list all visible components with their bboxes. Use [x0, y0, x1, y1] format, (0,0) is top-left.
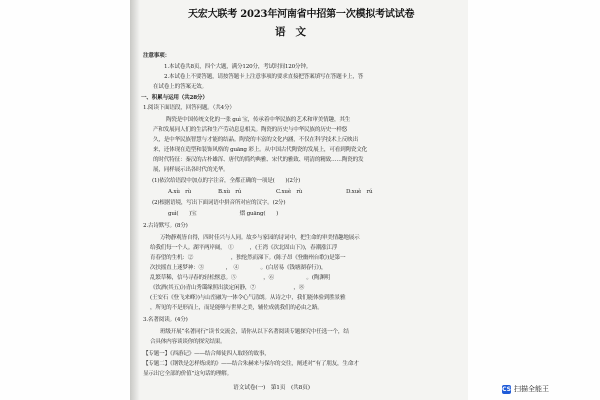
option-c: C.xuè rù — [276, 189, 303, 195]
option-b: B.xù rú — [218, 189, 242, 195]
question-heading: 3.名著阅读。(4分) — [143, 317, 188, 323]
question-item: (1)依次给语段中加点的字注音，全都正确的一项是( )(2分) — [152, 178, 301, 184]
notes-item: 2.本试卷上不要答题，请按答题卡上注意事项的要求直接把答案填写在答题卡上，答 — [164, 74, 364, 80]
passage-line: 的时代特征：秦汉的古朴雄浑、唐代的简约典雅、宋代的雅致、明清的精致……陶瓷的发 — [153, 157, 364, 163]
pinyin-blanks: guì( )宝 熠 guāng( ) — [168, 211, 279, 217]
passage-line: 产和发展同人们的生活和生产劳动息息相关。陶瓷的历史与中华民族的历史一样悠 — [153, 127, 348, 133]
option-d: D.xuè rú — [346, 189, 373, 195]
poem-line: 《饮酒(其五)》)青山秀霭缘照出淡定闲静，⑦ ，⑧ — [150, 285, 305, 291]
question-item: (2)根据语境，写出下面词语中拼音所对应的汉字。(2分) — [152, 200, 286, 206]
subject-title: 语文 — [275, 26, 316, 38]
poem-line: ，所见的不是形而上，而是能够与世界之美，辅佐成就我们的必由之路。 — [150, 305, 323, 311]
scanner-logo-icon: CS — [502, 385, 511, 393]
watermark-text: 扫描全能王 — [514, 385, 549, 393]
notes-heading: 注意事项： — [143, 53, 170, 59]
topic-item: 【专题二】《钢铁是怎样炼成的》——结合朱赫来与保尔的交往，阐述对“有了朋友，生命才 — [143, 361, 359, 367]
poem-line: (王安石《登飞来峰》)与山峦融为一体令心气清朗。从诗之中，我们能体验到胜景雅 — [150, 295, 346, 301]
question-text: 合具体内容谈谈你的探究结果。 — [150, 339, 226, 345]
poem-line: 育春望的生机：② ，独怆然而涕下。(陈子昂《登幽州台歌》)是第一 — [150, 255, 346, 261]
question-heading: 1.阅读下面语段，回答问题。（共4分） — [143, 105, 235, 111]
option-a: A.xù rù — [168, 189, 192, 195]
poem-line: 乱繁草稀，信马寻春的轻松惬意。⑤ ，⑥ 。(陶渊明 — [150, 275, 330, 281]
page-footer: 语文试卷(一) 第1页 (共8页) — [233, 385, 310, 391]
poem-line: 次扶摇直上迷梦神：③ ， ④ 。(白居易《钱塘湖春行》)， — [150, 265, 327, 271]
notes-item: 在试卷上的答案无效。 — [153, 84, 207, 90]
question-text: 班级开展“名著同行”读书交流会，请你从以下名著阅读专题探究中任选一个，结 — [160, 329, 349, 335]
passage-line: 展，同样展示出各时代的光华。 — [153, 167, 229, 173]
topic-item: 显示出它全部的价值”这句话的理解。 — [143, 371, 232, 377]
notes-item: 1.本试卷共8页，四个大题，满分120分，考试时间120分钟。 — [164, 64, 312, 70]
section-heading: 一、积累与运用（共28分） — [141, 95, 208, 101]
question-heading: 2.古诗默写。(8分) — [143, 223, 188, 229]
poem-line: 给我们每一个人。湖平两岸阔， ① ，(王湾《次北固山下》)，春潮涨江浮 — [150, 245, 338, 251]
topic-item: 【专题一】《西游记》——结合师徒四人取经的故事， — [143, 351, 270, 357]
scanner-watermark — [502, 384, 549, 394]
exam-title: 天宏大联考 2023年河南省中招第一次模拟考试试卷 — [188, 9, 415, 20]
passage-line: 来，还体现在造型和装饰风格的 guāng 彩上。从中国古代陶瓷的发展上，可看到陶瓷文化 — [153, 147, 368, 153]
poem-line: 万物静观皆自得，四时佳兴与人同。故乡与家园的诗词中，把生命的审美情趣地展示 — [160, 235, 360, 241]
passage-line: 久，是中华民族智慧与才能的结晶。陶瓷的丰富的文化内涵，不仅在科学技术上反映出 — [153, 137, 358, 143]
passage-line: 陶瓷是中国传统文化的一张 guì 宝，传承着中华民族的艺术和审美情趣，其生 — [166, 117, 351, 123]
